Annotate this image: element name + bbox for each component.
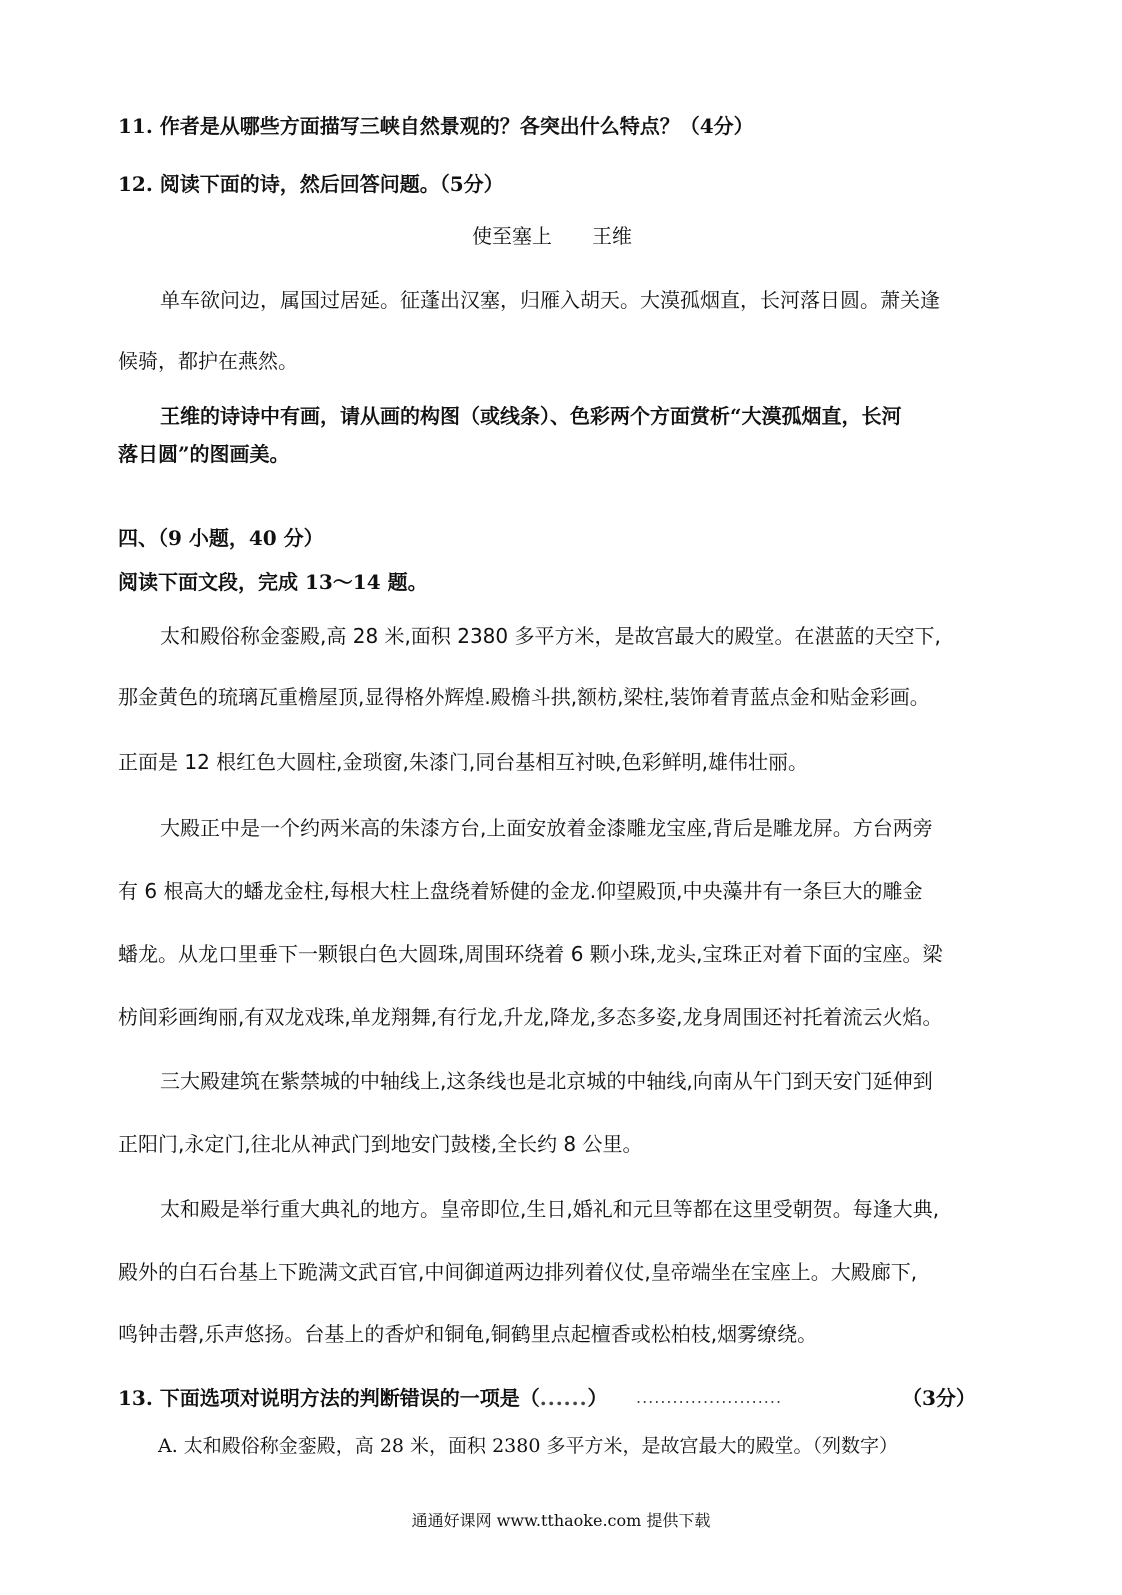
paragraph-4-line-2: 殿外的白石台基上下跪满文武百官,中间御道两边排列着仪仗,皇帝端坐在宝座上。大殿廊下, bbox=[118, 1260, 918, 1284]
paragraph-3-line-1: 三大殿建筑在紫禁城的中轴线上,这条线也是北京城的中轴线,向南从午门到天安门延伸到 bbox=[160, 1069, 933, 1093]
question-12-prompt-2: 落日圆”的图画美。 bbox=[118, 442, 290, 466]
paragraph-2-line-3: 蟠龙。从龙口里垂下一颗银白色大圆珠,周围环绕着 6 颗小珠,龙头,宝珠正对着下面的宝座。梁 bbox=[118, 942, 943, 966]
poem-line-1: 单车欲问边，属国过居延。征蓬出汉塞，归雁入胡天。大漠孤烟直，长河落日圆。萧关逢 bbox=[160, 288, 940, 312]
poem-line-2: 候骑，都护在燕然。 bbox=[118, 349, 298, 373]
paragraph-4-line-1: 太和殿是举行重大典礼的地方。皇帝即位,生日,婚礼和元旦等都在这里受朝贺。每逢大典, bbox=[160, 1197, 940, 1221]
question-12-prompt-1: 王维的诗诗中有画，请从画的构图（或线条）、色彩两个方面赏析“大漠孤烟直，长河 bbox=[160, 404, 902, 428]
paragraph-2-line-2: 有 6 根高大的蟠龙金柱,每根大柱上盘绕着矫健的金龙.仰望殿顶,中央藻井有一条巨大的雕金 bbox=[118, 879, 923, 903]
page-footer: 通通好课网 www.tthaoke.com 提供下载 bbox=[411, 1511, 711, 1530]
paragraph-2-line-1: 大殿正中是一个约两米高的朱漆方台,上面安放着金漆雕龙宝座,背后是雕龙屏。方台两旁 bbox=[160, 816, 933, 840]
paragraph-1-line-3: 正面是 12 根红色大圆柱,金琐窗,朱漆门,同台基相互衬映,色彩鲜明,雄伟壮丽。 bbox=[118, 750, 808, 774]
paragraph-1-line-2: 那金黄色的琉璃瓦重檐屋顶,显得格外辉煌.殿檐斗拱,额枋,梁柱,装饰着青蓝点金和贴金彩画。 bbox=[118, 685, 930, 709]
question-13-score: （3分） bbox=[902, 1386, 976, 1410]
question-13-close-paren: ） bbox=[587, 1386, 608, 1410]
question-13-leader-dots: ........................ bbox=[636, 1388, 783, 1407]
section-four-heading: 四、（9 小题，40 分） bbox=[118, 526, 324, 550]
paragraph-3-line-2: 正阳门,永定门,往北从神武门到地安门鼓楼,全长约 8 公里。 bbox=[118, 1132, 643, 1156]
question-13-text: 13. 下面选项对说明方法的判断错误的一项是（ bbox=[118, 1386, 540, 1410]
reading-instruction: 阅读下面文段，完成 13～14 题。 bbox=[118, 570, 428, 594]
question-12: 12. 阅读下面的诗，然后回答问题。（5分） bbox=[118, 172, 504, 196]
poem-title: 使至塞上 王维 bbox=[472, 224, 632, 248]
question-13-stem bbox=[118, 1384, 608, 1412]
question-11: 11. 作者是从哪些方面描写三峡自然景观的？各突出什么特点？（4分） bbox=[118, 114, 754, 138]
question-13-answer-blank: ...... bbox=[539, 1386, 588, 1410]
question-13-option-a: A. 太和殿俗称金銮殿，高 28 米，面积 2380 多平方米，是故宫最大的殿堂。（列数字） bbox=[158, 1435, 898, 1457]
paragraph-1-line-1: 太和殿俗称金銮殿,高 28 米,面积 2380 多平方米，是故宫最大的殿堂。在湛蓝的天空下, bbox=[160, 624, 941, 648]
paragraph-2-line-4: 枋间彩画绚丽,有双龙戏珠,单龙翔舞,有行龙,升龙,降龙,多态多姿,龙身周围还衬托着流云火焰。 bbox=[118, 1005, 943, 1029]
paragraph-4-line-3: 鸣钟击磬,乐声悠扬。台基上的香炉和铜龟,铜鹤里点起檀香或松柏枝,烟雾缭绕。 bbox=[118, 1322, 818, 1346]
